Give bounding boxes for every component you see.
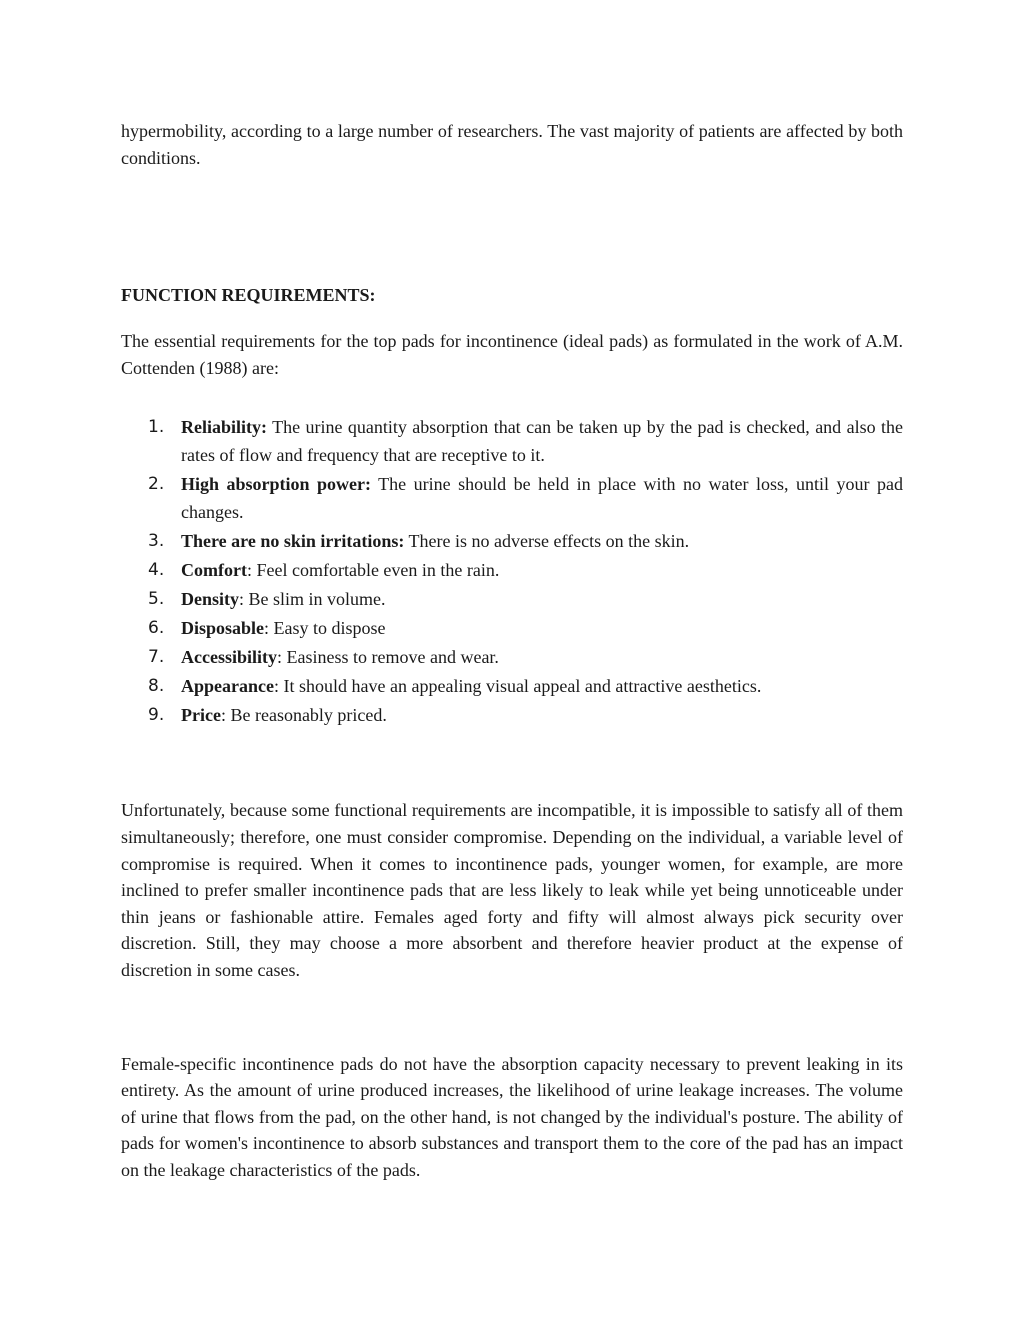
list-number: 8. [148,676,165,697]
list-item [121,672,903,700]
list-term: Comfort [181,560,247,581]
list-description: The urine quantity absorption that can be taken up by the pad is checked, and also the rates of flow and frequency that are receptive to it. [181,417,903,466]
list-number: 2. [148,474,165,495]
list-term: Density [181,589,239,610]
requirements-list [121,413,903,729]
intro-paragraph: hypermobility, according to a large number of researchers. The vast majority of patients are affected by both conditions. [121,121,903,168]
list-term: Appearance [181,676,274,697]
list-item [121,643,903,671]
list-term: High absorption power: [181,474,372,495]
list-item [121,585,903,613]
list-description: : Feel comfortable even in the rain. [246,560,500,581]
list-number: 5. [148,589,165,610]
document-page [121,118,903,1184]
list-number: 6. [148,618,165,639]
female-pads-paragraph: Female-specific incontinence pads do not have the absorption capacity necessary to prevent leaking in its entirety. As the amount of urine produced increases, the likelihood of urine leakage increases. The volume of urine that flows from the pad, on the other hand, is not changed by the individual's posture. The ability of pads for women's incontinence to absorb substances and transport them to the core of the pad has an impact on the leakage characteristics of the pads. [121,1053,903,1180]
list-number: 3. [148,531,165,552]
list-term: Disposable [181,618,265,639]
list-description: : Be reasonably priced. [220,705,387,726]
essential-requirements-paragraph: The essential requirements for the top pads for incontinence (ideal pads) as formulated in the work of A.M. Cottenden (1988) are: [121,331,903,378]
list-term: Price [181,705,221,726]
list-item [121,556,903,584]
list-description: : Easy to dispose [264,618,386,639]
list-description: : It should have an appealing visual appeal and attractive aesthetics. [274,676,762,697]
compromise-paragraph: Unfortunately, because some functional requirements are incompatible, it is impossible to satisfy all of them simultaneously; therefore, one must consider compromise. Depending on the individual, a variable level of compromise is required. When it comes to incontinence pads, younger women, for example, are more inclined to prefer smaller incontinence pads that are less likely to leak while yet being unnoticeable under thin jeans or fashionable attire. Females aged forty and fifty will almost always pick security over discretion. Still, they may choose a more absorbent and therefore heavier product at the expense of discretion in some cases. [121,800,903,980]
list-term: Reliability: [181,417,267,438]
list-description: The urine should be held in place with no water loss, until your pad changes. [181,474,903,523]
list-description: : Be slim in volume. [239,589,386,610]
list-item [121,470,903,526]
list-number: 4. [148,560,165,581]
list-description: : Easiness to remove and wear. [277,647,499,668]
list-term: Accessibility [181,647,277,668]
list-term: There are no skin irritations: [181,531,405,552]
list-item [121,413,903,469]
list-number: 7. [148,647,165,668]
list-number: 1. [148,417,165,438]
list-number: 9. [148,705,165,726]
list-description: There is no adverse effects on the skin. [404,531,690,552]
list-item [121,614,903,642]
list-item [121,701,903,729]
list-item [121,527,903,555]
section-heading: FUNCTION REQUIREMENTS: [121,285,376,306]
